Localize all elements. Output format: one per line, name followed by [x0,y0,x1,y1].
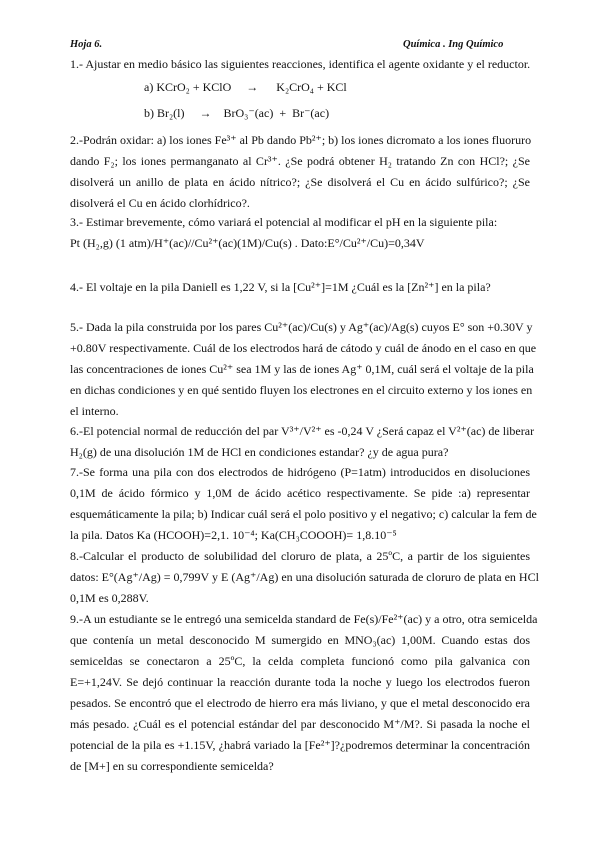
exercise-2-line: 2.-Podrán oxidar: a) los iones Fe³⁺ al Pb dando Pb²⁺; b) los iones dicromato a los iones fluoruro [70,133,532,147]
header-course-title: Química . Ing Químico [403,39,504,50]
exercise-2-line: disolverá el Cu en ácido clorhídrico?. [70,196,250,210]
exercise-7-line: esquemáticamente la pila; b) Indicar cuál será el polo positivo y el negativo; c) calcular la fem de [70,507,537,521]
exercise-2-line: disolverá un anillo de plata en ácido nítrico?; ¿Se disolverá el Cu en ácido sulfúrico?; ¿Se [70,175,530,189]
exercise-3-line: 3.- Estimar brevemente, cómo variará el potencial al modificar el pH en la siguiente pila: [70,215,498,229]
exercise-6-line: 6.-El potencial normal de reducción del par V³⁺/V²⁺ es -0,24 V ¿Será capaz el V²⁺(ac) de liberar [70,424,535,438]
exercise-8-line: 8.-Calcular el producto de solubilidad del cloruro de plata, a 25ºC, a partir de los siguientes [70,549,530,563]
exercise-9-line: potencial de la pila es +1.15V, ¿habrá variado la [Fe²⁺]?¿podremos determinar la concentración [70,738,530,752]
header-sheet-number: Hoja 6. [70,39,103,50]
exercise-7-line: 0,1M de ácido fórmico y 1,0M de ácido acético respectivamente. Se pide :a) representar [70,486,530,500]
exercise-9-line: más pesado. ¿Cuál es el potencial estándar del par desconocido M⁺/M?. Si pasada la noche el [70,717,530,731]
exercise-6-line: H₂(g) de una disolución 1M de HCl en condiciones estandar? ¿y de agua pura? [70,445,449,459]
exercise-9-line: de [M+] en su correspondiente semicelda? [70,759,274,773]
exercise-5-line: las concentraciones de iones Cu²⁺ sea 1M y las de iones Ag⁺ 0,1M, cuál será el voltaje de la pila [70,362,534,376]
exercise-7-line: 7.-Se forma una pila con dos electrodos de hidrógeno (P=1atm) introducidos en disoluciones [70,465,530,479]
exercise-5-line: el interno. [70,404,119,418]
exercise-1-equation-b: b) Br₂(l) → BrO₃⁻(ac) + Br⁻(ac) [144,106,330,120]
exercise-9-line: E=+1,24V. Se dejó continuar la reacción durante toda la noche y luego los electrodos fueron [70,675,530,689]
exercise-1-statement: 1.- Ajustar en medio básico las siguientes reacciones, identifica el agente oxidante y el reductor. [70,57,531,71]
exercise-5-line: +0.80V respectivamente. Cuál de los electrodos hará de cátodo y cuál de ánodo en el caso en que [70,341,537,355]
exercise-2-line: dando F₂; los iones permanganato al Cr³⁺. ¿Se podrá obtener H₂ tratando Zn con HCl?; ¿Se [70,154,530,168]
exercise-8-line: datos: E°(Ag⁺/Ag) = 0,799V y E (Ag⁺/Ag) en una disolución saturada de cloruro de plata en HCl [70,570,539,584]
exercise-9-line: 9.-A un estudiante se le entregó una semicelda standard de Fe(s)/Fe²⁺(ac) y a otro, otra semicelda [70,612,538,626]
exercise-8-line: 0,1M es 0,288V. [70,591,149,605]
exercise-1-equation-a: a) KCrO₂ + KClO → K₂CrO₄ + KCl [144,80,347,94]
exercise-4-statement: 4.- El voltaje en la pila Daniell es 1,22 V, si la [Cu²⁺]=1M ¿Cuál es la [Zn²⁺] en la pila? [70,280,491,294]
exercise-9-line: que contenía un metal desconocido M sumergido en MNO₃(ac) 1,00M. Cuando estas dos [70,633,530,647]
exercise-5-line: en dichas condiciones y en qué sentido fluyen los electrones en el circuito externo y los iones en [70,383,533,397]
exercise-3-cell-notation: Pt (H₂,g) (1 atm)/H⁺(ac)//Cu²⁺(ac)(1M)/Cu(s) . Dato:E°/Cu²⁺/Cu)=0,34V [70,236,425,250]
exercise-9-line: semiceldas se conectaron a 25ºC, la celda completa funcionó como pila galvanica con [70,654,530,668]
exercise-7-line: la pila. Datos Ka (HCOOH)=2,1. 10⁻⁴; Ka(CH₃COOOH)= 1,8.10⁻⁵ [70,528,397,542]
exercise-5-line: 5.- Dada la pila construida por los pares Cu²⁺(ac)/Cu(s) y Ag⁺(ac)/Ag(s) cuyos E° son +0.30V y [70,320,533,334]
exercise-9-line: pesados. Se encontró que el electrodo de hierro era más liviano, y que el metal desconocido era [70,696,530,710]
